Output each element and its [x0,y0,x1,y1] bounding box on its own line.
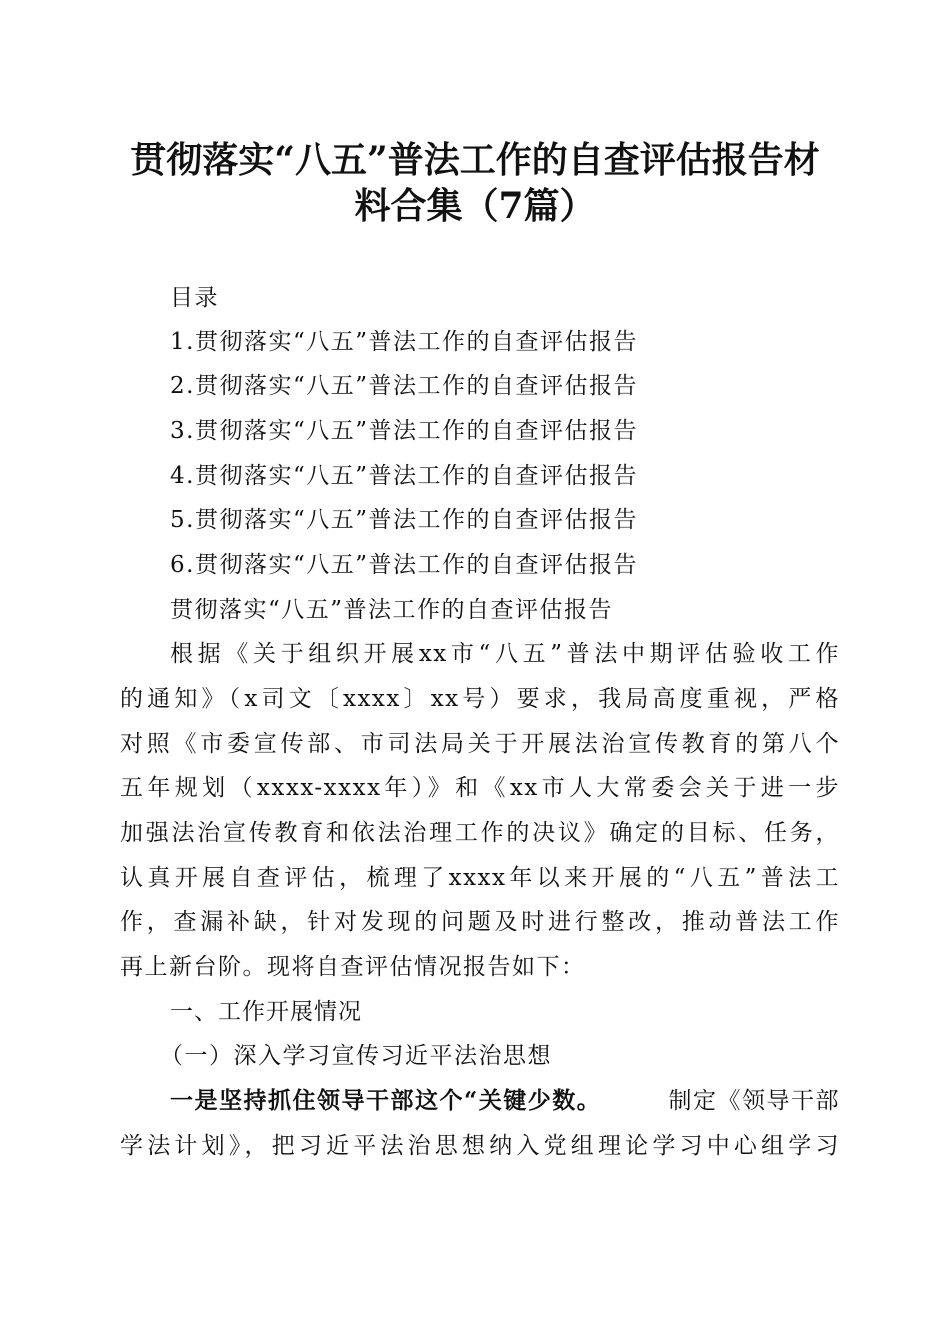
section-heading-1: 一、工作开展情况 [170,999,362,1025]
intro-line-2: 的通知》（x司文〔xxxx〕xx号）要求，我局高度重视，严格 [120,686,840,712]
intro-line-1: 根据《关于组织开展xx市“八五”普法中期评估验收工作 [170,641,840,667]
toc-item-2: 2.贯彻落实“八五”普法工作的自查评估报告 [170,373,638,399]
toc-item-1: 1.贯彻落实“八五”普法工作的自查评估报告 [170,329,638,355]
paragraph-1-line-2: 学法计划》，把习近平法治思想纳入党组理论学习中心组学习 [120,1133,840,1159]
document-title-line-2: 料合集（7篇） [354,185,596,227]
intro-line-3: 对照《市委宣传部、市司法局关于开展法治宣传教育的第八个 [120,731,840,757]
toc-item-6: 6.贯彻落实“八五”普法工作的自查评估报告 [170,552,638,578]
subsection-heading-1: （一）深入学习宣传习近平法治思想 [160,1043,552,1069]
intro-line-7: 作，查漏补缺，针对发现的问题及时进行整改，推动普法工作 [120,909,840,935]
toc-item-5: 5.贯彻落实“八五”普法工作的自查评估报告 [170,507,638,533]
intro-line-6: 认真开展自查评估，梳理了xxxx年以来开展的“八五”普法工 [120,865,840,891]
paragraph-1-lead: 一是坚持抓住领导干部这个“关键少数。 [170,1087,602,1114]
article-title: 贯彻落实“八五”普法工作的自查评估报告 [170,597,614,623]
paragraph-1-line-1 [170,1085,840,1117]
document-title-line-1: 贯彻落实“八五”普法工作的自查评估报告材 [130,139,820,181]
toc-item-4: 4.贯彻落实“八五”普法工作的自查评估报告 [170,463,638,489]
toc-item-3: 3.贯彻落实“八五”普法工作的自查评估报告 [170,418,638,444]
toc-label: 目录 [170,285,219,311]
intro-line-8: 再上新台阶。现将自查评估情况报告如下： [120,954,586,980]
paragraph-1-line-1-rest: 制定《领导干部 [668,1088,840,1114]
intro-line-5: 加强法治宣传教育和依法治理工作的决议》确定的目标、任务， [120,820,840,846]
intro-line-4: 五年规划（xxxx-xxxx年）》和《xx市人大常委会关于进一步 [120,775,840,801]
